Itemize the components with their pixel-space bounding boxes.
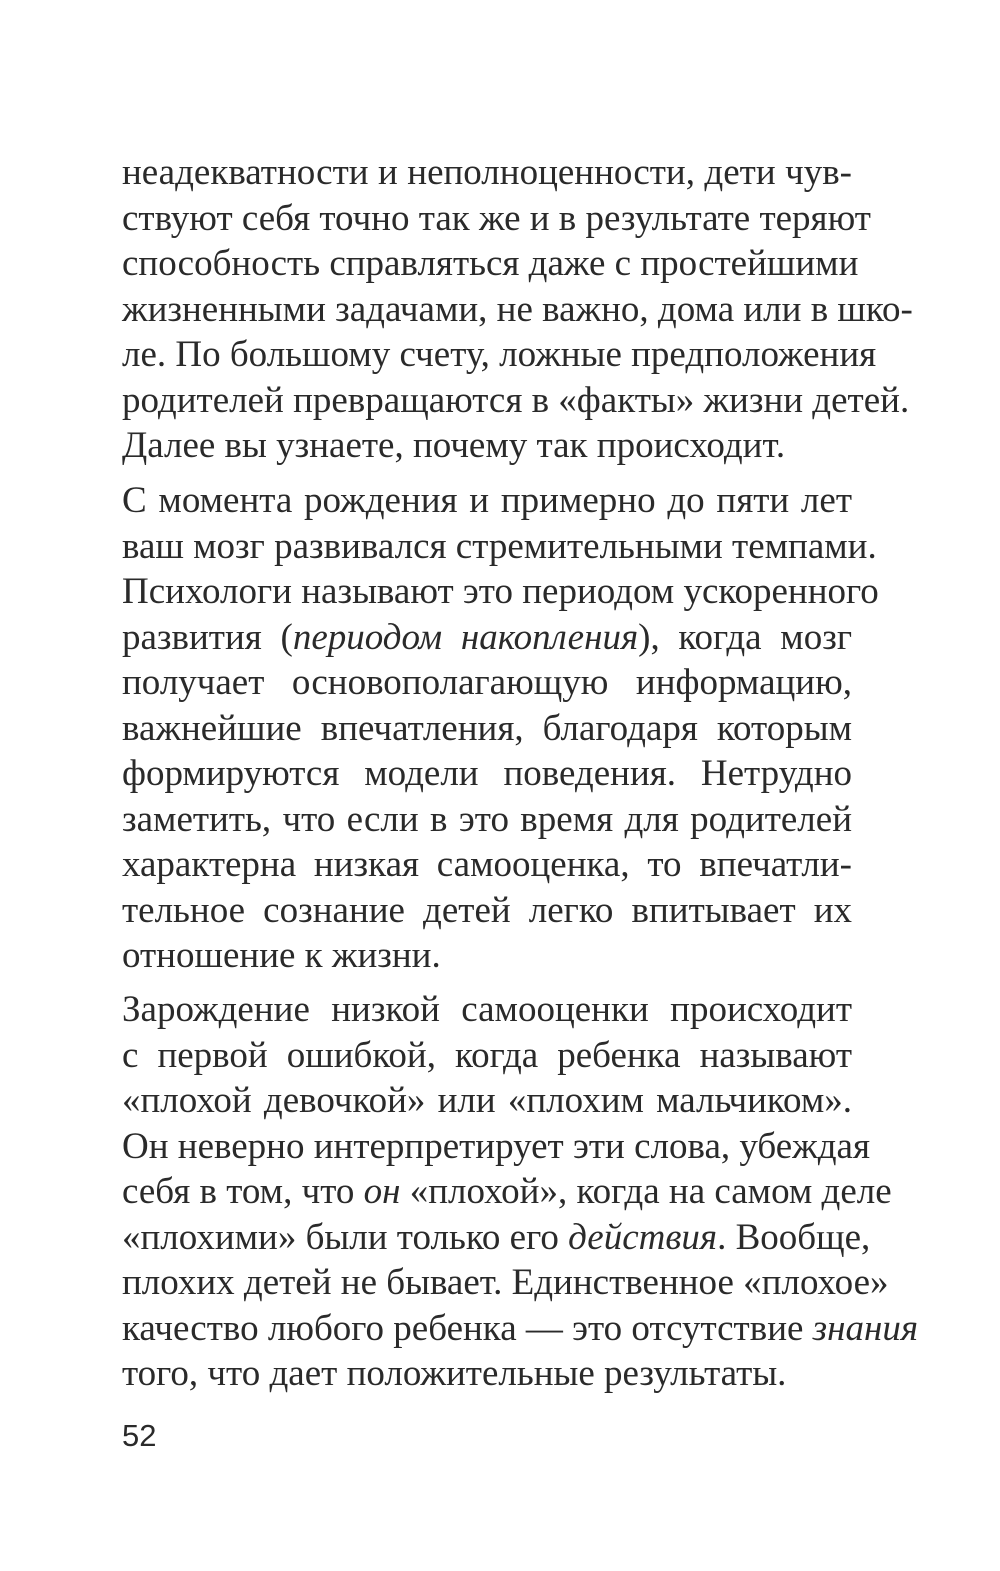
- page-number: 52: [122, 1418, 157, 1453]
- text-line: [122, 615, 852, 661]
- text-segment: «плохой», когда на самом деле: [400, 1171, 892, 1212]
- text-line: [122, 287, 913, 333]
- text-segment: того, что дает положительные результаты.: [122, 1353, 787, 1394]
- text-segment: С момента рождения и примерно до пяти лет: [122, 480, 852, 521]
- text-line: [122, 1124, 870, 1170]
- italic-text: он: [363, 1171, 401, 1212]
- text-line: [122, 332, 877, 378]
- text-segment: формируются модели поведения. Нетрудно: [122, 753, 852, 794]
- text-line: [122, 241, 859, 287]
- text-line: [122, 797, 852, 843]
- text-line: [122, 660, 852, 706]
- text-line: [122, 196, 871, 242]
- text-line: [122, 842, 852, 888]
- text-segment: заметить, что если в это время для родителей: [122, 798, 852, 840]
- text-line: [122, 478, 852, 524]
- text-segment: «плохими» были только его: [122, 1216, 569, 1258]
- text-segment: ), когда мозг: [638, 616, 852, 658]
- text-line: [122, 933, 852, 979]
- text-line: [122, 751, 852, 797]
- italic-text: знания: [812, 1307, 919, 1349]
- paragraph-3: [122, 987, 919, 1397]
- italic-text: действия: [568, 1216, 718, 1258]
- text-segment: с первой ошибкой, когда ребенка называют: [122, 1034, 852, 1076]
- text-line: [122, 1078, 852, 1124]
- text-line: [122, 987, 852, 1033]
- text-segment: Психологи называют это периодом ускоренного: [122, 571, 879, 612]
- text-line: [122, 1033, 852, 1079]
- text-line: [122, 1215, 871, 1261]
- text-segment: жизненными задачами, не важно, дома или в шко-: [122, 288, 913, 330]
- text-segment: Далее вы узнаете, почему так происходит.: [122, 425, 786, 466]
- text-line: [122, 569, 879, 615]
- text-line: [122, 1260, 889, 1306]
- text-segment: способность справляться даже с простейшими: [122, 243, 859, 284]
- text-segment: характерна низкая самооценка, то впечатли-: [122, 844, 852, 885]
- text-segment: «плохой девочкой» или «плохим мальчиком».: [122, 1080, 852, 1121]
- text-segment: тельное сознание детей легко впитывает их: [122, 889, 852, 931]
- text-segment: ствуют себя точно так же и в результате теряют: [122, 197, 871, 239]
- text-segment: отношение к жизни.: [122, 935, 441, 976]
- text-segment: ле. По большому счету, ложные предположения: [122, 334, 877, 375]
- paragraph-2: [122, 478, 879, 979]
- text-segment: получает основополагающую информацию,: [122, 662, 852, 703]
- text-segment: плохих детей не бывает. Единственное «плохое»: [122, 1262, 889, 1303]
- text-segment: себя в том, что: [122, 1171, 364, 1212]
- text-line: [122, 1351, 852, 1397]
- text-segment: Зарождение низкой самооценки происходит: [122, 989, 852, 1030]
- text-segment: важнейшие впечатления, благодаря которым: [122, 707, 852, 749]
- text-segment: . Вообще,: [717, 1216, 871, 1258]
- text-segment: развития (: [122, 616, 293, 658]
- text-segment: Он неверно интерпретирует эти слова, убеждая: [122, 1125, 870, 1167]
- text-line: [122, 524, 877, 570]
- paragraph-1: [122, 150, 913, 469]
- text-line: [122, 1306, 919, 1352]
- text-segment: родителей превращаются в «факты» жизни детей.: [122, 379, 910, 421]
- text-line: [122, 378, 910, 424]
- text-line: [122, 150, 852, 196]
- text-line: [122, 888, 852, 934]
- text-line: [122, 423, 852, 469]
- text-segment: ваш мозг развивался стремительными темпами.: [122, 525, 877, 567]
- text-segment: качество любого ребенка — это отсутствие: [122, 1307, 813, 1349]
- text-line: [122, 706, 852, 752]
- text-segment: неадекватности и неполноценности, дети чув-: [122, 152, 852, 193]
- italic-text: периодом накопления: [292, 616, 639, 658]
- text-line: [122, 1169, 892, 1215]
